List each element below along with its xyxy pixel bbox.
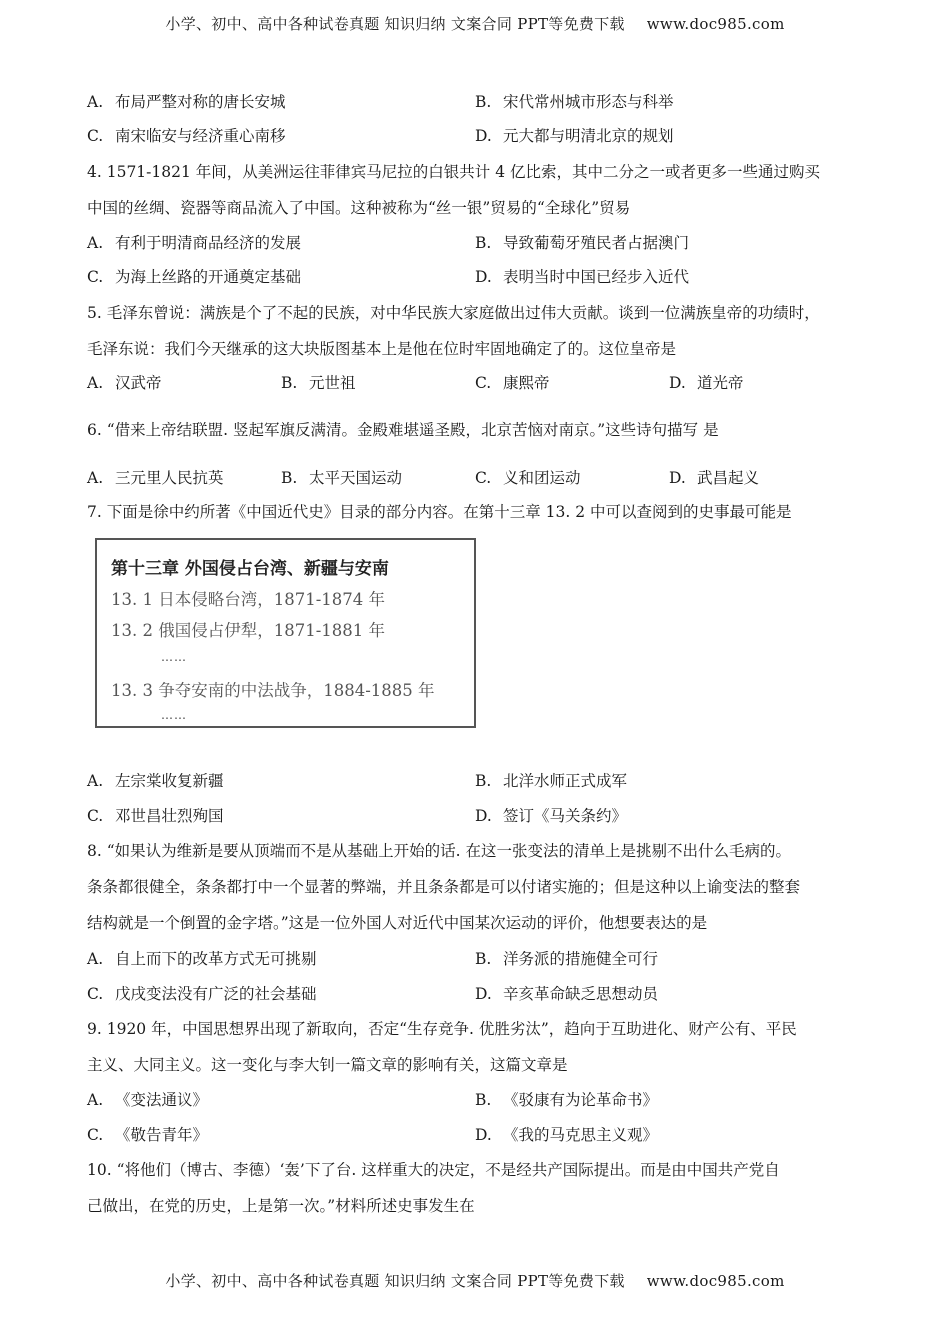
toc-ellipsis-2: ……	[161, 708, 187, 722]
footer-text: 小学、初中、高中各种试卷真题 知识归纳 文案合同 PPT等免费下载	[165, 1272, 625, 1290]
q7-option-c: C. 邓世昌壮烈殉国	[87, 807, 224, 825]
q9-stem-line-2: 主义、大同主义。这一变化与李大钊一篇文章的影响有关，这篇文章是	[87, 1056, 568, 1074]
q10-stem-line-2: 己做出，在党的历史，上是第一次。”材料所述史事发生在	[87, 1197, 475, 1215]
q3-option-a: A. 布局严整对称的唐长安城	[87, 93, 286, 111]
page-footer	[0, 1270, 950, 1291]
toc-ellipsis-1: ……	[161, 650, 187, 664]
q9-option-a: A. 《变法通议》	[87, 1091, 209, 1109]
q8-stem-line-3: 结构就是一个倒置的金字塔。”这是一位外国人对近代中国某次运动的评价，他想要表达的是	[87, 914, 708, 932]
q7-stem-line-1: 7. 下面是徐中约所著《中国近代史》目录的部分内容。在第十三章 13. 2 中可以查阅到的史事最可能是	[87, 503, 792, 521]
q9-option-d: D. 《我的马克思主义观》	[475, 1126, 659, 1144]
toc-entry-13-2: 13. 2 俄国侵占伊犁，1871-1881 年	[111, 621, 386, 640]
q4-option-a: A. 有利于明清商品经济的发展	[87, 234, 302, 252]
page-header	[0, 13, 950, 34]
q6-stem-line-1: 6. “借来上帝结联盟. 竖起军旗反满清。金殿难堪遥圣殿，北京苦恼对南京。”这些诗句描写 是	[87, 421, 719, 439]
q5-stem-line-1: 5. 毛泽东曾说：满族是个了不起的民族，对中华民族大家庭做出过伟大贡献。谈到一位满族皇帝的功绩时，	[87, 304, 820, 322]
toc-entry-13-3: 13. 3 争夺安南的中法战争，1884-1885 年	[111, 681, 435, 700]
header-text: 小学、初中、高中各种试卷真题 知识归纳 文案合同 PPT等免费下载	[165, 15, 625, 33]
q8-stem-line-1: 8. “如果认为维新是要从顶端而不是从基础上开始的话. 在这一张变法的清单上是挑剔不出什么毛病的。	[87, 842, 791, 860]
q5-option-c: C. 康熙帝	[475, 374, 550, 392]
q8-option-c: C. 戊戌变法没有广泛的社会基础	[87, 985, 317, 1003]
q4-stem-line-1: 4. 1571-1821 年间，从美洲运往菲律宾马尼拉的白银共计 4 亿比索，其中二分之一或者更多一些通过购买	[87, 163, 820, 181]
q6-option-a: A. 三元里人民抗英	[87, 469, 224, 487]
q7-option-d: D. 签订《马关条约》	[475, 807, 628, 825]
q4-option-d: D. 表明当时中国已经步入近代	[475, 268, 690, 286]
toc-excerpt-box	[95, 538, 476, 728]
q6-option-d: D. 武昌起义	[669, 469, 760, 487]
q4-option-b: B. 导致葡萄牙殖民者占据澳门	[475, 234, 690, 252]
q10-stem-line-1: 10. “将他们（博古、李德）‘轰’下了台. 这样重大的决定，不是经共产国际提出。而是由中国共产党自	[87, 1161, 780, 1179]
q9-stem-line-1: 9. 1920 年，中国思想界出现了新取向，否定“生存竞争. 优胜劣汰”，趋向于互助进化、财产公有、平民	[87, 1020, 797, 1038]
q9-option-c: C. 《敬告青年》	[87, 1126, 209, 1144]
q5-option-b: B. 元世祖	[281, 374, 356, 392]
q8-stem-line-2: 条条都很健全，条条都打中一个显著的弊端，并且条条都是可以付诸实施的；但是这种以上谕变法的整套	[87, 878, 801, 896]
q8-option-b: B. 洋务派的措施健全可行	[475, 950, 659, 968]
q3-option-d: D. 元大都与明清北京的规划	[475, 127, 674, 145]
q3-option-b: B. 宋代常州城市形态与科举	[475, 93, 674, 111]
footer-url[interactable]: www.doc985.com	[646, 1272, 785, 1290]
q5-option-a: A. 汉武帝	[87, 374, 162, 392]
q6-option-c: C. 义和团运动	[475, 469, 581, 487]
q5-option-d: D. 道光帝	[669, 374, 744, 392]
q7-option-b: B. 北洋水师正式成军	[475, 772, 628, 790]
toc-entry-13-1: 13. 1 日本侵略台湾，1871-1874 年	[111, 590, 386, 609]
q5-stem-line-2: 毛泽东说：我们今天继承的这大块版图基本上是他在位时牢固地确定了的。这位皇帝是	[87, 340, 677, 358]
q4-stem-line-2: 中国的丝绸、瓷器等商品流入了中国。这种被称为“丝一银”贸易的“全球化”贸易	[87, 199, 631, 217]
toc-chapter-title: 第十三章 外国侵占台湾、新疆与安南	[111, 559, 389, 579]
q3-option-c: C. 南宋临安与经济重心南移	[87, 127, 286, 145]
q8-option-d: D. 辛亥革命缺乏思想动员	[475, 985, 659, 1003]
q9-option-b: B. 《驳康有为论革命书》	[475, 1091, 659, 1109]
q8-option-a: A. 自上而下的改革方式无可挑剔	[87, 950, 317, 968]
q4-option-c: C. 为海上丝路的开通奠定基础	[87, 268, 302, 286]
q6-option-b: B. 太平天国运动	[281, 469, 403, 487]
header-url[interactable]: www.doc985.com	[646, 15, 785, 33]
q7-option-a: A. 左宗棠收复新疆	[87, 772, 224, 790]
